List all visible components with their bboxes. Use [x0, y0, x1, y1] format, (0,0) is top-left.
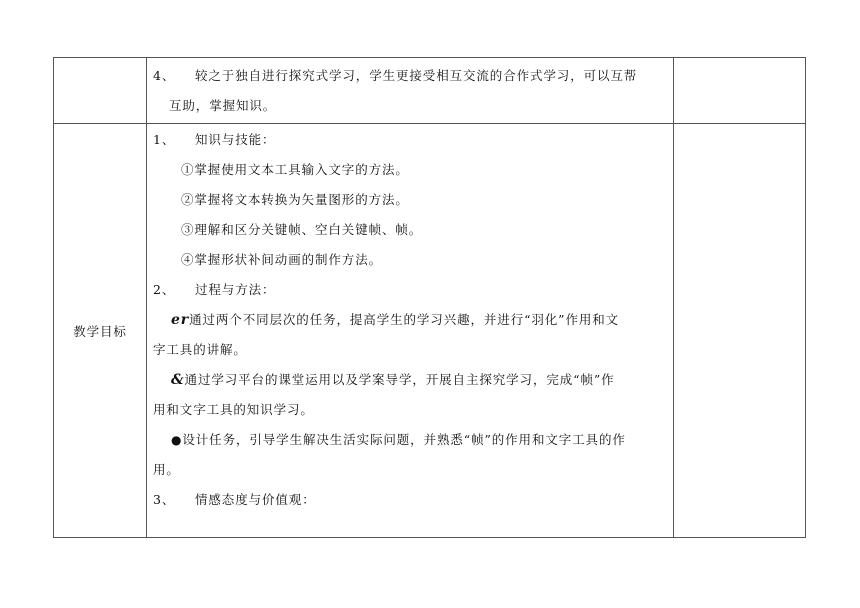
list-item: ②掌握将文本转换为矢量图形的方法。 [181, 192, 409, 207]
content-cell [147, 124, 674, 538]
list-item: ③理解和区分关键帧、空白关键帧、帧。 [181, 222, 423, 237]
list-item: ①掌握使用文本工具输入文字的方法。 [181, 162, 409, 177]
bullet-text: 通过学习平台的课堂运用以及学案导学，开展自主探究学习，完成“帧”作 [184, 372, 615, 387]
bullet-continuation: 字工具的讲解。 [153, 342, 247, 357]
bullet-continuation: 用和文字工具的知识学习。 [153, 402, 314, 417]
lesson-plan-table [53, 57, 806, 538]
list-item: ④掌握形状补间动画的制作方法。 [181, 252, 383, 267]
text-line: 互助，掌握知识。 [169, 98, 277, 113]
section-title: 知识与技能： [195, 132, 276, 147]
section-number: 3、 [153, 492, 176, 507]
section-title: 情感态度与价值观： [195, 492, 316, 507]
item-number: 4、 [153, 68, 176, 83]
bullet-symbol: & [171, 372, 185, 388]
section-title: 过程与方法： [195, 282, 276, 297]
bullet-text: 设计任务，引导学生解决生活实际问题，并熟悉“帧”的作用和文字工具的作 [182, 432, 626, 447]
section-heading [147, 125, 673, 155]
section-number: 2、 [153, 282, 176, 297]
item-text: 较之于独自进行探究式学习，学生更接受相互交流的合作式学习，可以互帮 [195, 68, 638, 83]
bullet-line [147, 305, 673, 335]
section-label: 教学目标 [54, 124, 147, 538]
bullet-symbol: er [171, 312, 190, 328]
section-number: 1、 [153, 132, 176, 147]
text-line [147, 61, 673, 91]
table-row [54, 124, 806, 538]
bullet-symbol: ● [171, 433, 183, 447]
section-heading [147, 485, 673, 515]
table-row [54, 58, 806, 124]
empty-notes-cell [674, 58, 806, 124]
empty-notes-cell [674, 124, 806, 538]
empty-label-cell [54, 58, 147, 124]
section-heading [147, 275, 673, 305]
bullet-line [147, 425, 673, 455]
bullet-line [147, 365, 673, 395]
bullet-text: 通过两个不同层次的任务，提高学生的学习兴趣，并进行“羽化”作用和文 [189, 312, 620, 327]
content-cell [147, 58, 674, 124]
bullet-continuation: 用。 [153, 462, 180, 477]
